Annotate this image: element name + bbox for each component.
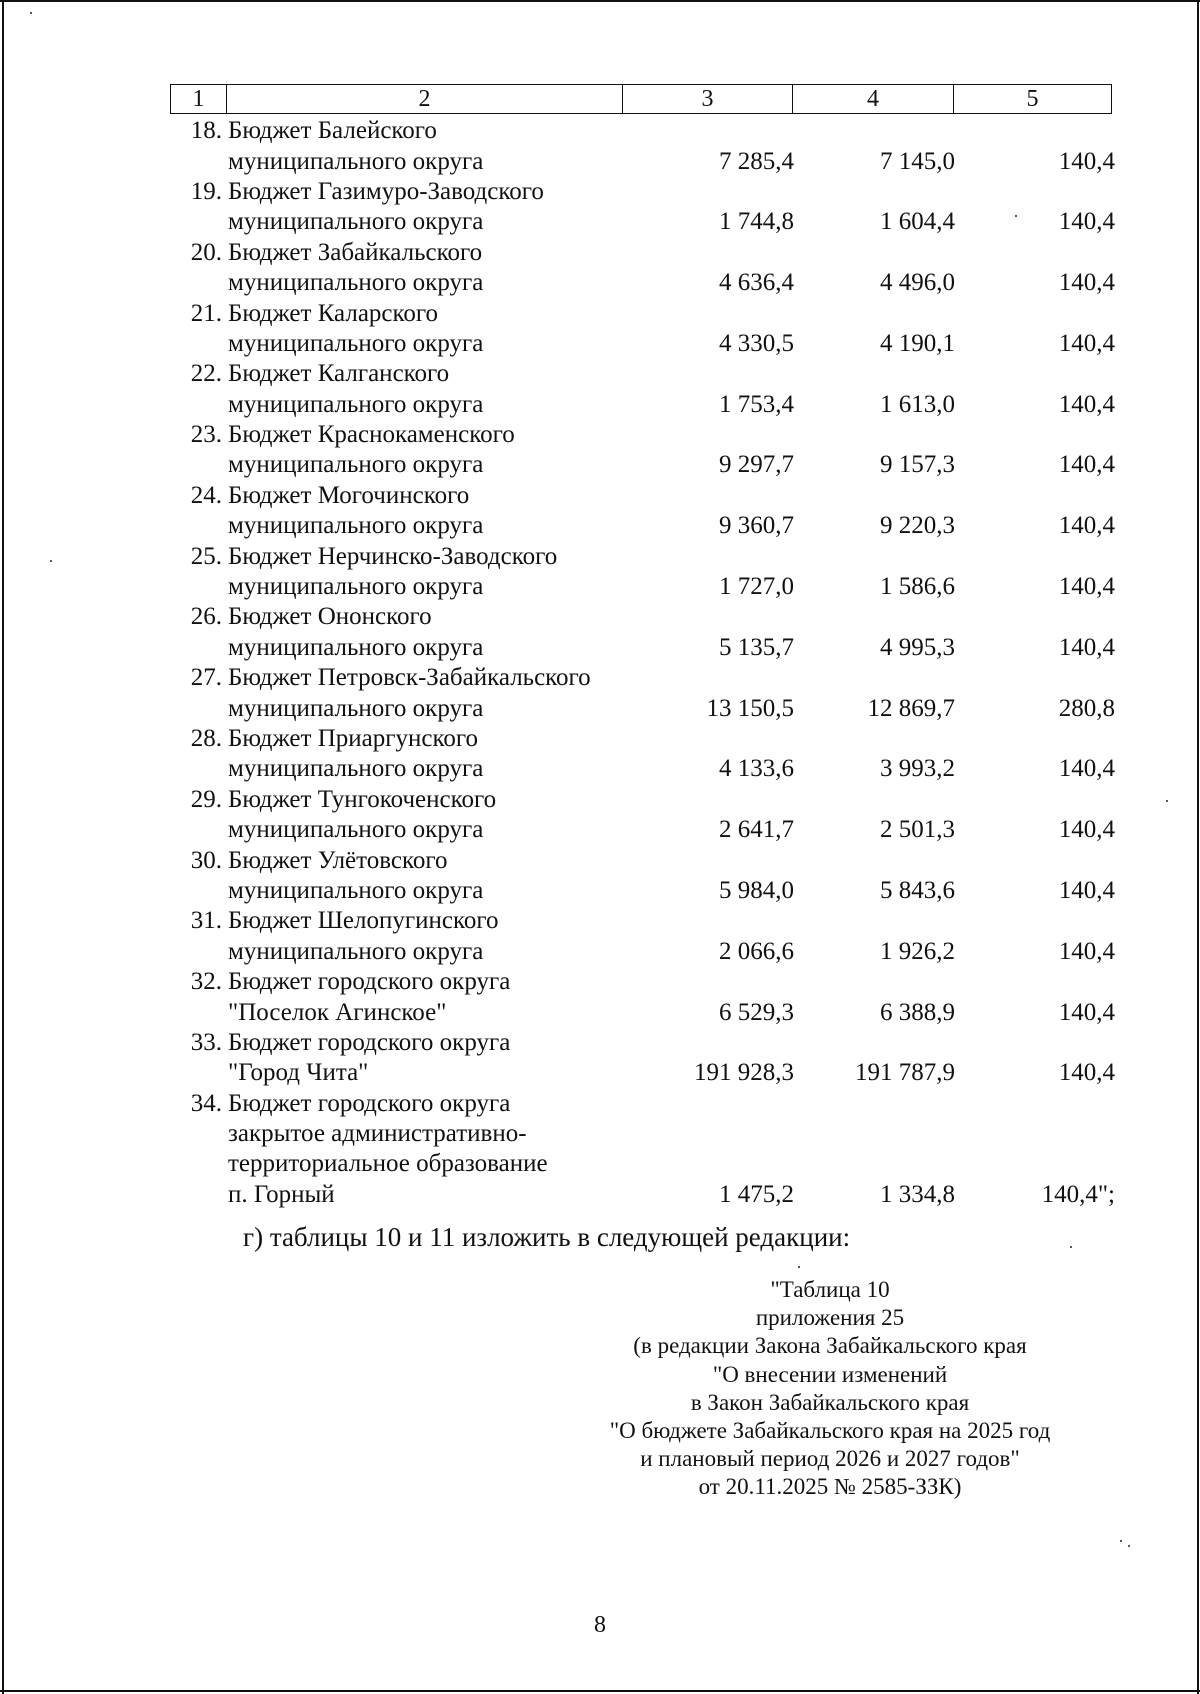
value-c5: 140,4 — [1058, 876, 1115, 904]
value-c5: 140,4 — [1058, 208, 1115, 236]
value-c3: 4 133,6 — [719, 755, 794, 783]
row-number: 29. — [190, 785, 222, 813]
budget-row — [170, 967, 1130, 1028]
budget-name-line: Бюджет Приаргунского — [228, 725, 478, 752]
budget-row — [170, 481, 1130, 542]
scan-speck — [1166, 800, 1168, 802]
value-c4: 191 787,9 — [855, 1059, 955, 1087]
value-c3: 1 475,2 — [719, 1180, 794, 1208]
value-c3: 1 727,0 — [719, 573, 794, 601]
row-number: 19. — [190, 177, 222, 205]
value-c4: 9 220,3 — [880, 512, 955, 540]
value-c3: 5 984,0 — [719, 876, 794, 904]
value-c4: 9 157,3 — [880, 451, 955, 479]
value-c3: 9 360,7 — [719, 512, 794, 540]
caption-line: "О бюджете Забайкальского края на 2025 год — [609, 1418, 1051, 1444]
budget-row — [170, 177, 1130, 238]
value-c4: 1 586,6 — [880, 573, 955, 601]
budget-name-line: Бюджет Балейского — [228, 117, 437, 145]
scan-border-bottom — [0, 1690, 1200, 1692]
budget-row — [170, 116, 1130, 177]
budget-name-line: муниципального округа — [228, 633, 484, 661]
value-c3: 7 285,4 — [719, 147, 794, 175]
instruction-text: г) таблицы 10 и 11 изложить в следующей редакции: — [243, 1222, 851, 1252]
row-number: 20. — [190, 238, 222, 266]
budget-name-line: "Город Чита" — [228, 1059, 369, 1087]
budget-row — [170, 663, 1130, 724]
budget-name-line: Бюджет Шелопугинского — [228, 907, 499, 935]
caption-line: "Таблица 10 — [770, 1277, 890, 1302]
row-number: 33. — [190, 1028, 222, 1056]
value-c3: 2 066,6 — [719, 937, 794, 965]
budget-name-line: Бюджет городского округа — [228, 1028, 511, 1056]
caption-line: (в редакции Закона Забайкальского края — [633, 1333, 1027, 1359]
budget-name-line: муниципального округа — [228, 451, 484, 479]
caption-line: от 20.11.2025 № 2585-ЗЗК) — [698, 1474, 962, 1500]
table-caption — [560, 1276, 1100, 1502]
budget-name-line: "Поселок Агинское" — [228, 998, 447, 1026]
row-number: 27. — [190, 664, 222, 692]
budget-row — [170, 298, 1130, 359]
budget-row — [170, 541, 1130, 602]
budget-name-line: муниципального округа — [228, 512, 484, 540]
budget-name-line: муниципального округа — [228, 147, 484, 175]
scan-speck — [1128, 1545, 1130, 1547]
budget-row — [170, 724, 1130, 785]
value-c5: 140,4 — [1058, 816, 1115, 844]
scan-speck — [1120, 1540, 1122, 1542]
scan-speck — [30, 12, 32, 14]
value-c3: 4 636,4 — [719, 269, 794, 297]
value-c3: 1 753,4 — [719, 390, 794, 418]
row-number: 24. — [190, 481, 222, 509]
value-c5: 140,4 — [1058, 329, 1115, 357]
value-c3: 191 928,3 — [694, 1059, 794, 1087]
scan-speck — [1015, 215, 1017, 217]
budget-name-line: муниципального округа — [228, 937, 484, 965]
budget-row — [170, 845, 1130, 906]
value-c4: 1 926,2 — [880, 937, 955, 965]
row-number: 34. — [190, 1089, 222, 1117]
scan-speck — [1070, 1246, 1072, 1248]
budget-name-line: Бюджет Нерчинско-Заводского — [228, 542, 558, 570]
budget-name-line: Бюджет Улётовского — [228, 846, 448, 874]
value-c5: 140,4 — [1058, 998, 1115, 1026]
caption-line: в Закон Забайкальского края — [690, 1389, 970, 1415]
budget-name-line: Бюджет Краснокаменского — [228, 421, 515, 449]
value-c4: 1 613,0 — [880, 390, 955, 418]
value-c5: 140,4 — [1058, 451, 1115, 479]
budget-name-line: Бюджет Забайкальского — [228, 238, 483, 266]
budget-name-line: Бюджет Каларского — [228, 299, 439, 327]
column-number-header — [170, 84, 1112, 114]
budget-name-line: муниципального округа — [228, 269, 484, 297]
budget-name-line: Бюджет городского округа — [228, 1089, 511, 1117]
value-c5: 280,8 — [1058, 694, 1115, 722]
budget-name-line: Бюджет Калганского — [228, 360, 450, 388]
row-number: 30. — [190, 846, 222, 874]
value-c4: 4 995,3 — [880, 633, 955, 661]
budget-row — [170, 1028, 1130, 1089]
budget-name-line: муниципального округа — [228, 876, 484, 904]
scan-speck — [798, 1266, 800, 1268]
column-header-4: 4 — [793, 85, 954, 114]
value-c3: 13 150,5 — [706, 694, 794, 722]
budget-name-line: муниципального округа — [228, 208, 484, 236]
row-number: 23. — [190, 421, 222, 449]
scan-border-top — [0, 0, 1200, 2]
value-c5: 140,4 — [1058, 755, 1115, 783]
value-c5: 140,4 — [1058, 1059, 1115, 1087]
value-c4: 4 496,0 — [880, 269, 955, 297]
budget-row — [170, 602, 1130, 663]
budget-row — [170, 359, 1130, 420]
budget-name-line: муниципального округа — [228, 329, 484, 357]
budget-name-line: муниципального округа — [228, 816, 484, 844]
budget-row — [170, 238, 1130, 299]
caption-line: и плановый период 2026 и 2027 годов" — [640, 1446, 1020, 1472]
value-c3: 1 744,8 — [719, 208, 794, 236]
budget-name-line: муниципального округа — [228, 390, 484, 418]
row-number: 28. — [190, 725, 222, 752]
column-header-3: 3 — [623, 85, 793, 114]
budget-name-line: муниципального округа — [228, 573, 484, 601]
value-c4: 6 388,9 — [880, 998, 955, 1026]
budget-name-line: муниципального округа — [228, 694, 484, 722]
value-c3: 5 135,7 — [719, 633, 794, 661]
value-c3: 9 297,7 — [719, 451, 794, 479]
value-c3: 2 641,7 — [719, 816, 794, 844]
value-c5: 140,4 — [1058, 633, 1115, 661]
budget-name-line: Бюджет Ононского — [228, 603, 432, 631]
budget-row — [170, 420, 1130, 481]
value-c4: 4 190,1 — [880, 329, 955, 357]
value-c5: 140,4 — [1058, 147, 1115, 175]
value-c5: 140,4"; — [1041, 1180, 1115, 1208]
budget-name-line: п. Горный — [228, 1180, 335, 1208]
row-number: 18. — [190, 117, 222, 145]
caption-line: приложения 25 — [755, 1305, 905, 1331]
value-c4: 1 334,8 — [880, 1180, 955, 1208]
scan-speck — [50, 560, 52, 562]
budget-name-line: Бюджет Могочинского — [228, 481, 470, 509]
row-number: 21. — [190, 299, 222, 327]
value-c5: 140,4 — [1058, 269, 1115, 297]
value-c4: 5 843,6 — [880, 876, 955, 904]
budget-name-line: территориальное образование — [228, 1150, 548, 1178]
row-number: 22. — [190, 360, 222, 388]
scan-border-left — [2, 0, 4, 1694]
budget-rows — [170, 116, 1130, 1210]
budget-row — [170, 1089, 1130, 1211]
page-number: 8 — [594, 1612, 606, 1638]
column-header-5: 5 — [954, 85, 1112, 114]
value-c4: 12 869,7 — [867, 694, 955, 722]
value-c5: 140,4 — [1058, 937, 1115, 965]
value-c4: 2 501,3 — [880, 816, 955, 844]
budget-name-line: Бюджет городского округа — [228, 968, 511, 996]
value-c5: 140,4 — [1058, 390, 1115, 418]
scan-border-right — [1197, 0, 1199, 1694]
value-c5: 140,4 — [1058, 573, 1115, 601]
row-number: 31. — [190, 907, 222, 935]
value-c3: 4 330,5 — [719, 329, 794, 357]
value-c4: 7 145,0 — [880, 147, 955, 175]
budget-row — [170, 906, 1130, 967]
budget-name-line: закрытое административно- — [228, 1120, 527, 1148]
caption-line: "О внесении изменений — [712, 1361, 948, 1387]
budget-name-line: муниципального округа — [228, 755, 484, 783]
row-number: 25. — [190, 542, 222, 570]
budget-name-line: Бюджет Газимуро-Заводского — [228, 177, 544, 205]
row-number: 26. — [190, 603, 222, 631]
budget-name-line: Бюджет Петровск-Забайкальского — [228, 664, 591, 692]
value-c4: 1 604,4 — [880, 208, 955, 236]
value-c5: 140,4 — [1058, 512, 1115, 540]
value-c4: 3 993,2 — [880, 755, 955, 783]
budget-row — [170, 785, 1130, 846]
budget-name-line: Бюджет Тунгокоченского — [228, 785, 497, 813]
row-number: 32. — [190, 968, 222, 996]
column-header-2: 2 — [227, 85, 623, 114]
value-c3: 6 529,3 — [719, 998, 794, 1026]
column-header-1: 1 — [171, 85, 227, 114]
